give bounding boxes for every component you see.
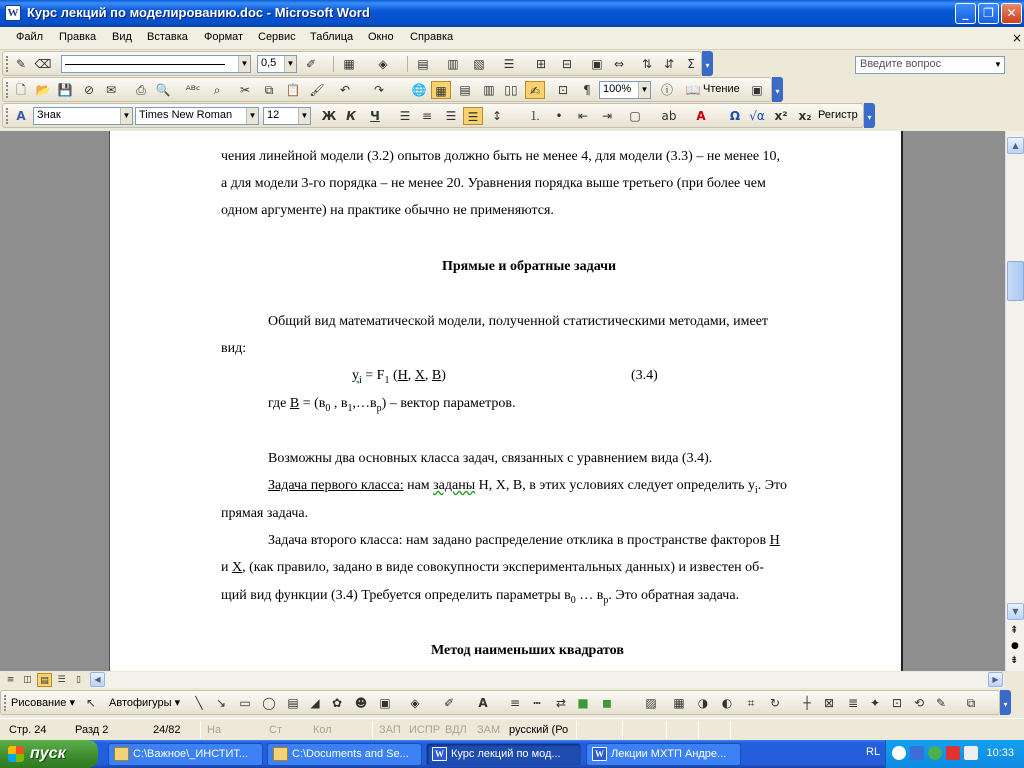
paragraph-line: Общий вид математической модели, полученной статистическими методами, имеет: [268, 314, 769, 329]
text-run: H: [769, 533, 780, 548]
menu-help[interactable]: Справка: [410, 31, 454, 43]
horizontal-scrollbar[interactable]: [90, 672, 1004, 688]
network-icon[interactable]: [910, 746, 924, 760]
scroll-left-icon[interactable]: ◀: [90, 672, 105, 687]
diagram-icon[interactable]: ✿: [331, 696, 343, 710]
back-arrow-icon[interactable]: [892, 746, 906, 760]
print-preview-icon[interactable]: 🔍: [155, 83, 171, 97]
taskbar-item-label: C:\Важное\_ИНСТИТ...: [133, 748, 249, 760]
align-center-icon[interactable]: ≡: [421, 109, 433, 123]
set-transparent-icon[interactable]: ✎: [935, 696, 947, 710]
columns-icon[interactable]: ▯▯: [504, 83, 518, 97]
taskbar-item-word-active[interactable]: [426, 743, 581, 766]
clipart-icon[interactable]: ☻: [354, 696, 368, 710]
formula-part: i: [359, 374, 362, 386]
status-separator: [666, 721, 667, 739]
fill-color-icon[interactable]: ◈: [410, 696, 420, 710]
text-run: . Это обратная задача.: [608, 588, 740, 603]
text-run: = (в: [299, 396, 326, 411]
status-separator: [622, 721, 623, 739]
toolbar-options-icon[interactable]: ▾: [1000, 690, 1011, 715]
paragraph-line: а для модели 3-го порядка – не менее 20. Уравнения порядка выше третьего (при более чем: [221, 176, 766, 191]
clock[interactable]: 10:33: [986, 747, 1014, 759]
align-cell-icon[interactable]: ☰: [503, 57, 515, 71]
eraser-icon[interactable]: ⌫: [34, 57, 52, 71]
browse-object-icon[interactable]: ●: [1011, 641, 1019, 651]
paragraph-line: Возможны два основных класса задач, связанных с уравнением вида (3.4).: [268, 451, 713, 466]
toolbar-options-icon[interactable]: ▾: [702, 51, 713, 76]
copy-icon[interactable]: ⧉: [264, 83, 274, 97]
status-separator: [200, 721, 201, 739]
drawing-icon[interactable]: ✍: [525, 81, 545, 99]
text-run: ,…в: [352, 396, 377, 411]
zoom-value: 100%: [603, 83, 632, 95]
text-run: щий вид функции (3.4) Требуется определить параметры в: [221, 588, 571, 603]
window-title: Курс лекций по моделированию.doc - Microsoft Word: [27, 5, 370, 20]
menu-window[interactable]: Окно: [368, 31, 394, 43]
word-doc-icon: W: [432, 747, 447, 761]
autofit-icon[interactable]: ⇔: [613, 57, 625, 71]
help-icon[interactable]: ⓘ: [660, 83, 673, 97]
toolbar-grip: [6, 56, 9, 72]
toolbar-options-icon[interactable]: ▾: [772, 77, 783, 102]
style-combo[interactable]: [33, 107, 133, 125]
3d-style-icon[interactable]: ◼: [602, 696, 612, 710]
draw-table-icon[interactable]: ✎: [15, 57, 27, 71]
paragraph-line: одном аргументе) на практике обычно не применяются.: [221, 203, 554, 218]
transparent-color-icon[interactable]: ⊡: [891, 696, 903, 710]
open-icon[interactable]: 📂: [35, 83, 51, 97]
autoshapes-menu-button[interactable]: Автофигуры ▾: [109, 697, 181, 709]
email-icon[interactable]: ✉: [105, 83, 117, 97]
bullets-icon[interactable]: •: [555, 109, 563, 123]
text-run: 0: [325, 402, 331, 414]
merge-cells-icon[interactable]: ▥: [447, 57, 459, 71]
status-track-changes[interactable]: ИСПР: [409, 724, 441, 736]
formula-part: X: [414, 368, 425, 383]
new-document-icon[interactable]: 🗋: [16, 83, 26, 97]
text-run: ) – вектор параметров.: [381, 396, 516, 411]
status-overtype[interactable]: ЗАМ: [477, 724, 501, 736]
language-indicator[interactable]: RL: [866, 746, 881, 758]
chevron-down-icon[interactable]: ▼: [994, 60, 1002, 69]
arrow-style-icon[interactable]: ⇄: [555, 696, 567, 710]
security-icon[interactable]: [946, 746, 960, 760]
borders-icon[interactable]: ▦: [343, 57, 355, 71]
font-value: Times New Roman: [139, 109, 233, 121]
rectangle-tool-icon[interactable]: ▭: [239, 696, 251, 710]
numbering-icon[interactable]: ⒈: [528, 109, 541, 123]
equation-number: (3.4): [631, 368, 658, 383]
status-extend[interactable]: ВДЛ: [445, 724, 467, 736]
taskbar-item-label: Курс лекций по мод...: [451, 748, 561, 760]
text-run: 1: [347, 402, 353, 414]
text-run: , (как правило, задано в виде совокупности экспериментальных данных) и известен об-: [242, 560, 764, 575]
taskbar-item-word-2[interactable]: [586, 743, 741, 766]
picture-icon[interactable]: ▣: [379, 696, 391, 710]
symbol-icon[interactable]: Ω: [729, 109, 741, 123]
tables-borders-toolbar: [2, 51, 710, 76]
next-page-icon[interactable]: ⇟: [1010, 655, 1019, 666]
font-size-combo[interactable]: [263, 107, 311, 125]
align-right-icon[interactable]: ☰: [445, 109, 457, 123]
word-doc-icon: W: [592, 747, 607, 761]
menu-table[interactable]: Таблица: [310, 31, 354, 43]
insert-table-icon[interactable]: ▤: [417, 57, 429, 71]
toolbar-separator: [333, 56, 334, 72]
reset-picture-icon[interactable]: ⟲: [913, 696, 925, 710]
status-line[interactable]: Ст: [269, 724, 282, 736]
chevron-down-icon[interactable]: ▼: [638, 82, 650, 98]
dash-style-icon[interactable]: ┅: [533, 696, 541, 710]
picture-options-icon[interactable]: ⧉: [966, 696, 976, 710]
toolbar-grip: [6, 82, 9, 98]
status-at[interactable]: На: [207, 724, 222, 736]
outside-border-icon[interactable]: ▢: [629, 109, 641, 123]
formula-part: (: [389, 368, 398, 383]
drawing-toolbar: [0, 690, 1008, 715]
maximize-button[interactable]: ❐: [978, 3, 999, 24]
web-view-icon[interactable]: ◫: [23, 675, 32, 685]
sort-descending-icon[interactable]: ⇵: [663, 57, 675, 71]
paragraph-line: вид:: [221, 341, 247, 356]
close-doc-icon[interactable]: ×: [1012, 31, 1023, 45]
superscript-icon[interactable]: x²: [774, 109, 788, 123]
text-run: … в: [575, 588, 604, 603]
shadow-style-icon[interactable]: ■: [577, 696, 589, 710]
text-box-icon[interactable]: ▤: [287, 696, 299, 710]
styles-formatting-icon[interactable]: A: [16, 109, 26, 123]
shading-color-icon[interactable]: ◈: [378, 57, 388, 71]
text-run: Задача первого класса:: [268, 478, 404, 493]
font-color-icon[interactable]: A: [478, 696, 488, 710]
scroll-up-icon[interactable]: ▲: [1007, 137, 1024, 154]
page-icon[interactable]: ▣: [751, 83, 763, 97]
formula-part: ,: [407, 368, 415, 383]
formula-part: 1: [384, 374, 390, 386]
rotate-icon[interactable]: ↻: [769, 696, 781, 710]
formatting-toolbar: [2, 103, 872, 128]
text-run: i: [755, 484, 758, 496]
bold-button[interactable]: Ж: [321, 109, 337, 123]
read-icon[interactable]: 📖: [685, 83, 701, 97]
research-icon[interactable]: ⌕: [213, 83, 221, 97]
folder-icon: [114, 747, 129, 761]
text-run: заданы: [433, 478, 476, 493]
section-heading: Прямые и обратные задачи: [442, 259, 617, 274]
change-case-button[interactable]: Регистр: [818, 109, 858, 121]
decrease-indent-icon[interactable]: ⇤: [577, 109, 589, 123]
start-button[interactable]: [0, 740, 98, 768]
text-run: B: [289, 396, 300, 411]
distribute-columns-icon[interactable]: ⊟: [561, 57, 573, 71]
formula-part: y: [352, 368, 359, 383]
formula-part: ): [441, 368, 446, 383]
taskbar-item-label: C:\Documents and Se...: [292, 748, 409, 760]
paragraph-line: прямая задача.: [221, 506, 309, 521]
chevron-down-icon[interactable]: ▼: [284, 56, 296, 72]
distribute-rows-icon[interactable]: ⊞: [535, 57, 547, 71]
taskbar-item-folder-2[interactable]: [267, 743, 422, 766]
crop-icon[interactable]: ⌗: [747, 696, 755, 710]
menu-view[interactable]: Вид: [112, 31, 132, 43]
vertical-scrollbar[interactable]: [1005, 131, 1024, 671]
equation-icon[interactable]: √α: [749, 109, 765, 123]
save-icon[interactable]: 💾: [57, 83, 73, 97]
text-run: Задача второго класса: нам задано распределение отклика в пространстве факторов: [268, 533, 770, 548]
paragraph-line: [268, 396, 516, 414]
align-left-icon[interactable]: ☰: [399, 109, 411, 123]
font-size-value: 12: [267, 109, 280, 121]
reading-view-icon[interactable]: ▯: [76, 675, 81, 685]
cut-icon[interactable]: ✂: [239, 83, 251, 97]
volume-icon[interactable]: [964, 746, 978, 760]
justify-icon[interactable]: ☰: [463, 107, 483, 125]
status-language[interactable]: русский (Ро: [509, 724, 569, 736]
line-style-combo[interactable]: [61, 55, 251, 73]
scroll-thumb[interactable]: [1007, 261, 1024, 301]
paragraph-line: [221, 588, 739, 606]
spelling-icon[interactable]: ᴬᴮᶜ: [185, 83, 201, 97]
chevron-down-icon[interactable]: ▼: [298, 108, 310, 124]
hyperlink-icon[interactable]: 🌐: [411, 83, 427, 97]
chevron-down-icon[interactable]: ▼: [120, 108, 132, 124]
line-style-icon[interactable]: ≡: [509, 696, 521, 710]
line-style-picture-icon[interactable]: ┼: [803, 696, 811, 710]
status-separator: [698, 721, 699, 739]
text-run: X: [232, 560, 243, 575]
undo-icon[interactable]: ↶: [339, 83, 351, 97]
document-page[interactable]: [109, 131, 903, 671]
document-map-icon[interactable]: ⊡: [557, 83, 569, 97]
brightness-icon[interactable]: ◐: [721, 696, 733, 710]
outline-view-icon[interactable]: ☰: [57, 675, 66, 685]
normal-view-icon[interactable]: ≡: [6, 675, 15, 685]
menu-edit[interactable]: Правка: [59, 31, 97, 43]
menu-format[interactable]: Формат: [204, 31, 244, 43]
help-question-input[interactable]: [855, 56, 1005, 74]
draw-menu-button[interactable]: Рисование ▾: [11, 697, 75, 709]
toolbar-grip: [4, 695, 7, 711]
text-run: , в: [330, 396, 348, 411]
draw-menu-label: Рисование: [11, 697, 67, 709]
italic-button[interactable]: К: [346, 109, 356, 123]
show-hide-icon[interactable]: ¶: [583, 83, 591, 97]
print-layout-icon[interactable]: ▤: [37, 673, 52, 687]
formula-part: ,: [424, 368, 432, 383]
paragraph-line: [221, 560, 764, 576]
line-tool-icon[interactable]: ╲: [195, 696, 203, 710]
formula-part: H: [397, 368, 408, 383]
toolbar-options-icon[interactable]: ▾: [864, 103, 875, 128]
autoshapes-menu-label: Автофигуры: [109, 697, 172, 709]
status-section[interactable]: Разд 2: [75, 724, 109, 736]
text-wrap-icon[interactable]: ≣: [847, 696, 859, 710]
oval-tool-icon[interactable]: ◯: [262, 696, 276, 710]
formula-part: B: [431, 368, 442, 383]
taskbar-item-folder-1[interactable]: [108, 743, 263, 766]
previous-page-icon[interactable]: ⇞: [1010, 625, 1019, 636]
status-separator: [372, 721, 373, 739]
chevron-down-icon[interactable]: ▼: [246, 108, 258, 124]
system-tray: [885, 740, 1024, 768]
menu-insert[interactable]: Вставка: [147, 31, 188, 43]
minimize-button[interactable]: _: [955, 3, 976, 24]
status-column[interactable]: Кол: [313, 724, 332, 736]
insert-picture-icon[interactable]: ▨: [645, 696, 657, 710]
text-run: H, X, B, в этих условиях следует определить y: [475, 478, 756, 493]
wordart-icon[interactable]: ◢: [310, 696, 320, 710]
paste-icon[interactable]: 📋: [285, 83, 301, 97]
formula-line: [352, 368, 446, 386]
text-run: p: [376, 402, 382, 414]
print-icon[interactable]: ⎙: [136, 83, 146, 97]
close-button[interactable]: ✕: [1001, 3, 1022, 24]
word-app-icon[interactable]: W: [5, 5, 21, 21]
sort-ascending-icon[interactable]: ⇅: [641, 57, 653, 71]
scroll-down-icon[interactable]: ▼: [1007, 603, 1024, 620]
text-run: . Это: [757, 478, 787, 493]
text-run: где: [268, 396, 290, 411]
taskbar-item-label: Лекции МХТП Андре...: [611, 748, 727, 760]
picture-color-icon[interactable]: ▦: [673, 696, 685, 710]
insert-excel-icon[interactable]: ▥: [483, 83, 495, 97]
format-picture-icon[interactable]: ✦: [869, 696, 881, 710]
line-width-value: 0,5: [261, 57, 277, 69]
section-heading: Метод наименьших квадратов: [431, 643, 624, 658]
title-bar[interactable]: [0, 0, 1024, 27]
text-run: 0: [570, 594, 576, 606]
formula-part: = F: [361, 368, 385, 383]
status-page[interactable]: Стр. 24: [9, 724, 47, 736]
paragraph-line: [268, 533, 780, 549]
subscript-icon[interactable]: x₂: [798, 109, 812, 123]
split-cells-icon[interactable]: ▧: [473, 57, 485, 71]
select-objects-icon[interactable]: ↖: [85, 696, 97, 710]
redo-icon[interactable]: ↷: [373, 83, 385, 97]
status-page-count[interactable]: 24/82: [153, 724, 181, 736]
font-color-icon[interactable]: A: [696, 109, 706, 123]
text-run: p: [603, 594, 609, 606]
line-style-preview: [65, 64, 225, 65]
start-label: пуск: [30, 745, 66, 762]
highlight-icon[interactable]: ab: [661, 109, 677, 123]
menu-tools[interactable]: Сервис: [258, 31, 296, 43]
format-painter-icon[interactable]: 🖌: [309, 83, 325, 97]
border-color-icon[interactable]: ✐: [305, 57, 317, 71]
toolbar-separator: [407, 56, 408, 72]
folder-icon: [273, 747, 288, 761]
help-placeholder: Введите вопрос: [860, 58, 942, 70]
status-separator: [730, 721, 731, 739]
line-spacing-icon[interactable]: ↕: [491, 109, 503, 123]
status-bar: [0, 718, 1024, 740]
autoformat-table-icon[interactable]: ▣: [591, 57, 603, 71]
taskbar: [0, 740, 1024, 768]
increase-indent-icon[interactable]: ⇥: [601, 109, 613, 123]
text-run: и: [221, 560, 232, 575]
contrast-icon[interactable]: ◑: [697, 696, 709, 710]
standard-toolbar: [2, 77, 780, 102]
toolbar-grip: [6, 108, 9, 124]
view-and-hscroll-row: [0, 671, 1024, 689]
menu-file[interactable]: Файл: [16, 31, 44, 43]
windows-logo-icon: [8, 746, 24, 762]
paragraph-line: [268, 478, 787, 496]
font-combo[interactable]: [135, 107, 259, 125]
scroll-right-icon[interactable]: ▶: [988, 672, 1003, 687]
chevron-down-icon[interactable]: ▼: [238, 56, 250, 72]
zoom-combo[interactable]: [599, 81, 651, 99]
permission-icon[interactable]: ⊘: [83, 83, 95, 97]
line-width-combo[interactable]: [257, 55, 297, 73]
tables-borders-icon[interactable]: ▦: [431, 81, 451, 99]
line-color-icon[interactable]: ✐: [443, 696, 455, 710]
style-value: Знак: [37, 109, 61, 121]
autosum-icon[interactable]: Σ: [687, 57, 695, 71]
paragraph-line: чения линейной модели (3.2) опытов должно быть не менее 4, для модели (3.3) – не менее 10,: [221, 149, 781, 164]
underline-button[interactable]: Ч: [370, 109, 380, 123]
read-mode-button[interactable]: Чтение: [703, 83, 740, 95]
status-record[interactable]: ЗАП: [379, 724, 401, 736]
status-separator: [576, 721, 577, 739]
text-run: нам: [403, 478, 434, 493]
compress-icon[interactable]: ⊠: [823, 696, 835, 710]
insert-table-icon[interactable]: ▤: [459, 83, 471, 97]
antivirus-icon[interactable]: [928, 746, 942, 760]
arrow-tool-icon[interactable]: ↘: [215, 696, 227, 710]
